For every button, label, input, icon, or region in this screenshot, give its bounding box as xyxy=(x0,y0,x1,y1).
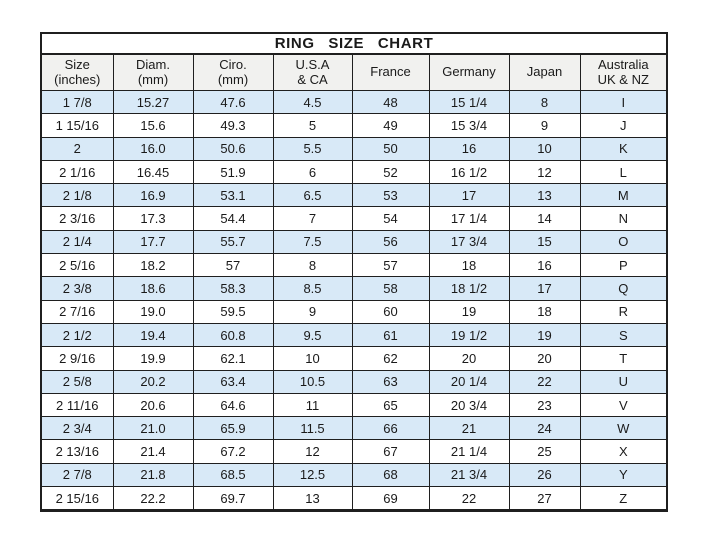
column-header-line2: & CA xyxy=(297,71,328,87)
table-row xyxy=(41,91,667,114)
table-cell: 18.2 xyxy=(113,254,193,277)
table-cell: S xyxy=(580,323,667,346)
table-cell: 15 xyxy=(509,230,580,253)
table-row xyxy=(41,184,667,207)
table-cell: 16 1/2 xyxy=(429,160,509,183)
table-cell: T xyxy=(580,347,667,370)
table-cell: 14 xyxy=(509,207,580,230)
table-cell: 49.3 xyxy=(193,114,273,137)
table-cell: 21 3/4 xyxy=(429,463,509,486)
table-cell: 20 3/4 xyxy=(429,393,509,416)
table-row xyxy=(41,463,667,486)
column-header-japan xyxy=(509,54,580,91)
table-cell: I xyxy=(580,91,667,114)
table-cell: 50 xyxy=(352,137,429,160)
table-cell: 59.5 xyxy=(193,300,273,323)
table-cell: 8 xyxy=(509,91,580,114)
table-cell: 21 1/4 xyxy=(429,440,509,463)
table-cell: 18 1/2 xyxy=(429,277,509,300)
column-header-circumference-mm xyxy=(193,54,273,91)
table-cell: 2 7/8 xyxy=(41,463,113,486)
table-cell: 65 xyxy=(352,393,429,416)
table-cell: 15.27 xyxy=(113,91,193,114)
table-cell: 27 xyxy=(509,487,580,511)
table-cell: 20 1/4 xyxy=(429,370,509,393)
table-cell: 63 xyxy=(352,370,429,393)
column-header-line2: (mm) xyxy=(137,71,169,87)
table-cell: 9 xyxy=(509,114,580,137)
title-row xyxy=(41,33,667,54)
table-cell: 18.6 xyxy=(113,277,193,300)
table-cell: K xyxy=(580,137,667,160)
table-row xyxy=(41,347,667,370)
table-cell: 20.2 xyxy=(113,370,193,393)
table-cell: 17 3/4 xyxy=(429,230,509,253)
table-row xyxy=(41,230,667,253)
table-cell: 7 xyxy=(273,207,352,230)
table-cell: 58.3 xyxy=(193,277,273,300)
table-cell: Y xyxy=(580,463,667,486)
table-cell: 17 1/4 xyxy=(429,207,509,230)
table-cell: 2 3/4 xyxy=(41,417,113,440)
column-header-line1: France xyxy=(370,64,411,80)
table-cell: 1 15/16 xyxy=(41,114,113,137)
table-cell: 67 xyxy=(352,440,429,463)
table-cell: 12 xyxy=(273,440,352,463)
table-cell: 69 xyxy=(352,487,429,511)
column-header-line1: Germany xyxy=(442,64,496,80)
table-cell: O xyxy=(580,230,667,253)
table-cell: 12 xyxy=(509,160,580,183)
table-cell: 1 7/8 xyxy=(41,91,113,114)
column-header-germany xyxy=(429,54,509,91)
table-cell: 48 xyxy=(352,91,429,114)
table-row xyxy=(41,440,667,463)
table-cell: 67.2 xyxy=(193,440,273,463)
table-cell: L xyxy=(580,160,667,183)
column-header-australia-uk-nz xyxy=(580,54,667,91)
table-cell: 64.6 xyxy=(193,393,273,416)
table-cell: P xyxy=(580,254,667,277)
table-cell: 51.9 xyxy=(193,160,273,183)
table-cell: 52 xyxy=(352,160,429,183)
table-cell: 62.1 xyxy=(193,347,273,370)
table-cell: 19.9 xyxy=(113,347,193,370)
column-header-line1: Size xyxy=(64,56,90,72)
table-cell: R xyxy=(580,300,667,323)
column-header-size-inches xyxy=(41,54,113,91)
table-row xyxy=(41,393,667,416)
table-cell: 15 1/4 xyxy=(429,91,509,114)
table-cell: 2 3/16 xyxy=(41,207,113,230)
table-cell: 2 5/16 xyxy=(41,254,113,277)
table-cell: 2 7/16 xyxy=(41,300,113,323)
ring-size-table xyxy=(40,32,668,512)
table-cell: 19.4 xyxy=(113,323,193,346)
table-cell: 16 xyxy=(509,254,580,277)
table-cell: N xyxy=(580,207,667,230)
table-cell: J xyxy=(580,114,667,137)
header-row xyxy=(41,54,667,91)
table-cell: 21.0 xyxy=(113,417,193,440)
table-cell: Z xyxy=(580,487,667,511)
table-cell: 20.6 xyxy=(113,393,193,416)
table-cell: W xyxy=(580,417,667,440)
table-cell: 66 xyxy=(352,417,429,440)
table-cell: X xyxy=(580,440,667,463)
table-cell: 19 1/2 xyxy=(429,323,509,346)
table-cell: 56 xyxy=(352,230,429,253)
table-cell: 2 3/8 xyxy=(41,277,113,300)
table-cell: 15 3/4 xyxy=(429,114,509,137)
table-cell: 13 xyxy=(509,184,580,207)
table-cell: 6.5 xyxy=(273,184,352,207)
table-cell: 58 xyxy=(352,277,429,300)
table-cell: 55.7 xyxy=(193,230,273,253)
table-cell: 20 xyxy=(429,347,509,370)
table-cell: 2 13/16 xyxy=(41,440,113,463)
table-row xyxy=(41,417,667,440)
table-cell: 57 xyxy=(193,254,273,277)
table-cell: 2 1/2 xyxy=(41,323,113,346)
table-row xyxy=(41,370,667,393)
table-cell: 11.5 xyxy=(273,417,352,440)
column-header-line2: UK & NZ xyxy=(597,71,649,87)
table-cell: 7.5 xyxy=(273,230,352,253)
table-cell: 16.45 xyxy=(113,160,193,183)
table-cell: 60.8 xyxy=(193,323,273,346)
table-row xyxy=(41,114,667,137)
chart-title: RING SIZE CHART xyxy=(41,33,667,54)
table-cell: 12.5 xyxy=(273,463,352,486)
table-cell: 19 xyxy=(509,323,580,346)
table-cell: 22 xyxy=(429,487,509,511)
table-cell: 68.5 xyxy=(193,463,273,486)
table-cell: 9 xyxy=(273,300,352,323)
table-cell: 2 1/16 xyxy=(41,160,113,183)
table-cell: 47.6 xyxy=(193,91,273,114)
table-cell: 11 xyxy=(273,393,352,416)
table-cell: M xyxy=(580,184,667,207)
table-cell: 22 xyxy=(509,370,580,393)
table-cell: 50.6 xyxy=(193,137,273,160)
column-header-line2: (mm) xyxy=(217,71,249,87)
table-cell: 2 1/8 xyxy=(41,184,113,207)
table-cell: 21.4 xyxy=(113,440,193,463)
table-cell: 16.9 xyxy=(113,184,193,207)
table-cell: 18 xyxy=(429,254,509,277)
table-cell: 13 xyxy=(273,487,352,511)
table-cell: 5 xyxy=(273,114,352,137)
table-cell: 10 xyxy=(509,137,580,160)
table-cell: 5.5 xyxy=(273,137,352,160)
table-cell: 16.0 xyxy=(113,137,193,160)
table-row xyxy=(41,277,667,300)
table-cell: 9.5 xyxy=(273,323,352,346)
column-header-line1: U.S.A xyxy=(295,56,330,72)
table-cell: 15.6 xyxy=(113,114,193,137)
table-cell: 19.0 xyxy=(113,300,193,323)
table-cell: 2 5/8 xyxy=(41,370,113,393)
table-cell: 60 xyxy=(352,300,429,323)
table-cell: 21.8 xyxy=(113,463,193,486)
table-cell: 54.4 xyxy=(193,207,273,230)
table-cell: 24 xyxy=(509,417,580,440)
table-cell: 53.1 xyxy=(193,184,273,207)
table-cell: 2 xyxy=(41,137,113,160)
table-cell: 68 xyxy=(352,463,429,486)
table-cell: 62 xyxy=(352,347,429,370)
table-cell: 2 15/16 xyxy=(41,487,113,511)
table-cell: 61 xyxy=(352,323,429,346)
column-header-line2: (inches) xyxy=(54,71,101,87)
table-cell: 2 11/16 xyxy=(41,393,113,416)
column-header-france xyxy=(352,54,429,91)
column-header-line1: Ciro. xyxy=(219,56,247,72)
table-cell: U xyxy=(580,370,667,393)
table-cell: 69.7 xyxy=(193,487,273,511)
table-cell: V xyxy=(580,393,667,416)
table-cell: 20 xyxy=(509,347,580,370)
table-cell: 10 xyxy=(273,347,352,370)
column-header-usa-ca xyxy=(273,54,352,91)
table-cell: 22.2 xyxy=(113,487,193,511)
table-cell: 17 xyxy=(509,277,580,300)
table-cell: 17.7 xyxy=(113,230,193,253)
table-cell: 19 xyxy=(429,300,509,323)
table-row xyxy=(41,323,667,346)
table-cell: 8.5 xyxy=(273,277,352,300)
table-cell: 49 xyxy=(352,114,429,137)
table-cell: 65.9 xyxy=(193,417,273,440)
column-header-line1: Japan xyxy=(526,64,563,80)
table-row xyxy=(41,487,667,511)
table-cell: 25 xyxy=(509,440,580,463)
table-cell: 8 xyxy=(273,254,352,277)
table-cell: 10.5 xyxy=(273,370,352,393)
table-cell: 57 xyxy=(352,254,429,277)
ring-size-table-body xyxy=(41,91,667,511)
ring-size-chart xyxy=(40,32,666,512)
table-cell: 23 xyxy=(509,393,580,416)
table-row xyxy=(41,137,667,160)
table-row xyxy=(41,300,667,323)
table-cell: 21 xyxy=(429,417,509,440)
table-cell: 17 xyxy=(429,184,509,207)
column-header-diameter-mm xyxy=(113,54,193,91)
table-cell: Q xyxy=(580,277,667,300)
table-cell: 16 xyxy=(429,137,509,160)
table-cell: 17.3 xyxy=(113,207,193,230)
table-cell: 4.5 xyxy=(273,91,352,114)
table-cell: 26 xyxy=(509,463,580,486)
table-cell: 18 xyxy=(509,300,580,323)
table-cell: 54 xyxy=(352,207,429,230)
table-cell: 6 xyxy=(273,160,352,183)
column-header-line1: Australia xyxy=(597,56,649,72)
column-header-line1: Diam. xyxy=(136,56,170,72)
table-cell: 63.4 xyxy=(193,370,273,393)
table-row xyxy=(41,160,667,183)
table-cell: 2 1/4 xyxy=(41,230,113,253)
table-row xyxy=(41,207,667,230)
table-row xyxy=(41,254,667,277)
table-cell: 53 xyxy=(352,184,429,207)
table-cell: 2 9/16 xyxy=(41,347,113,370)
